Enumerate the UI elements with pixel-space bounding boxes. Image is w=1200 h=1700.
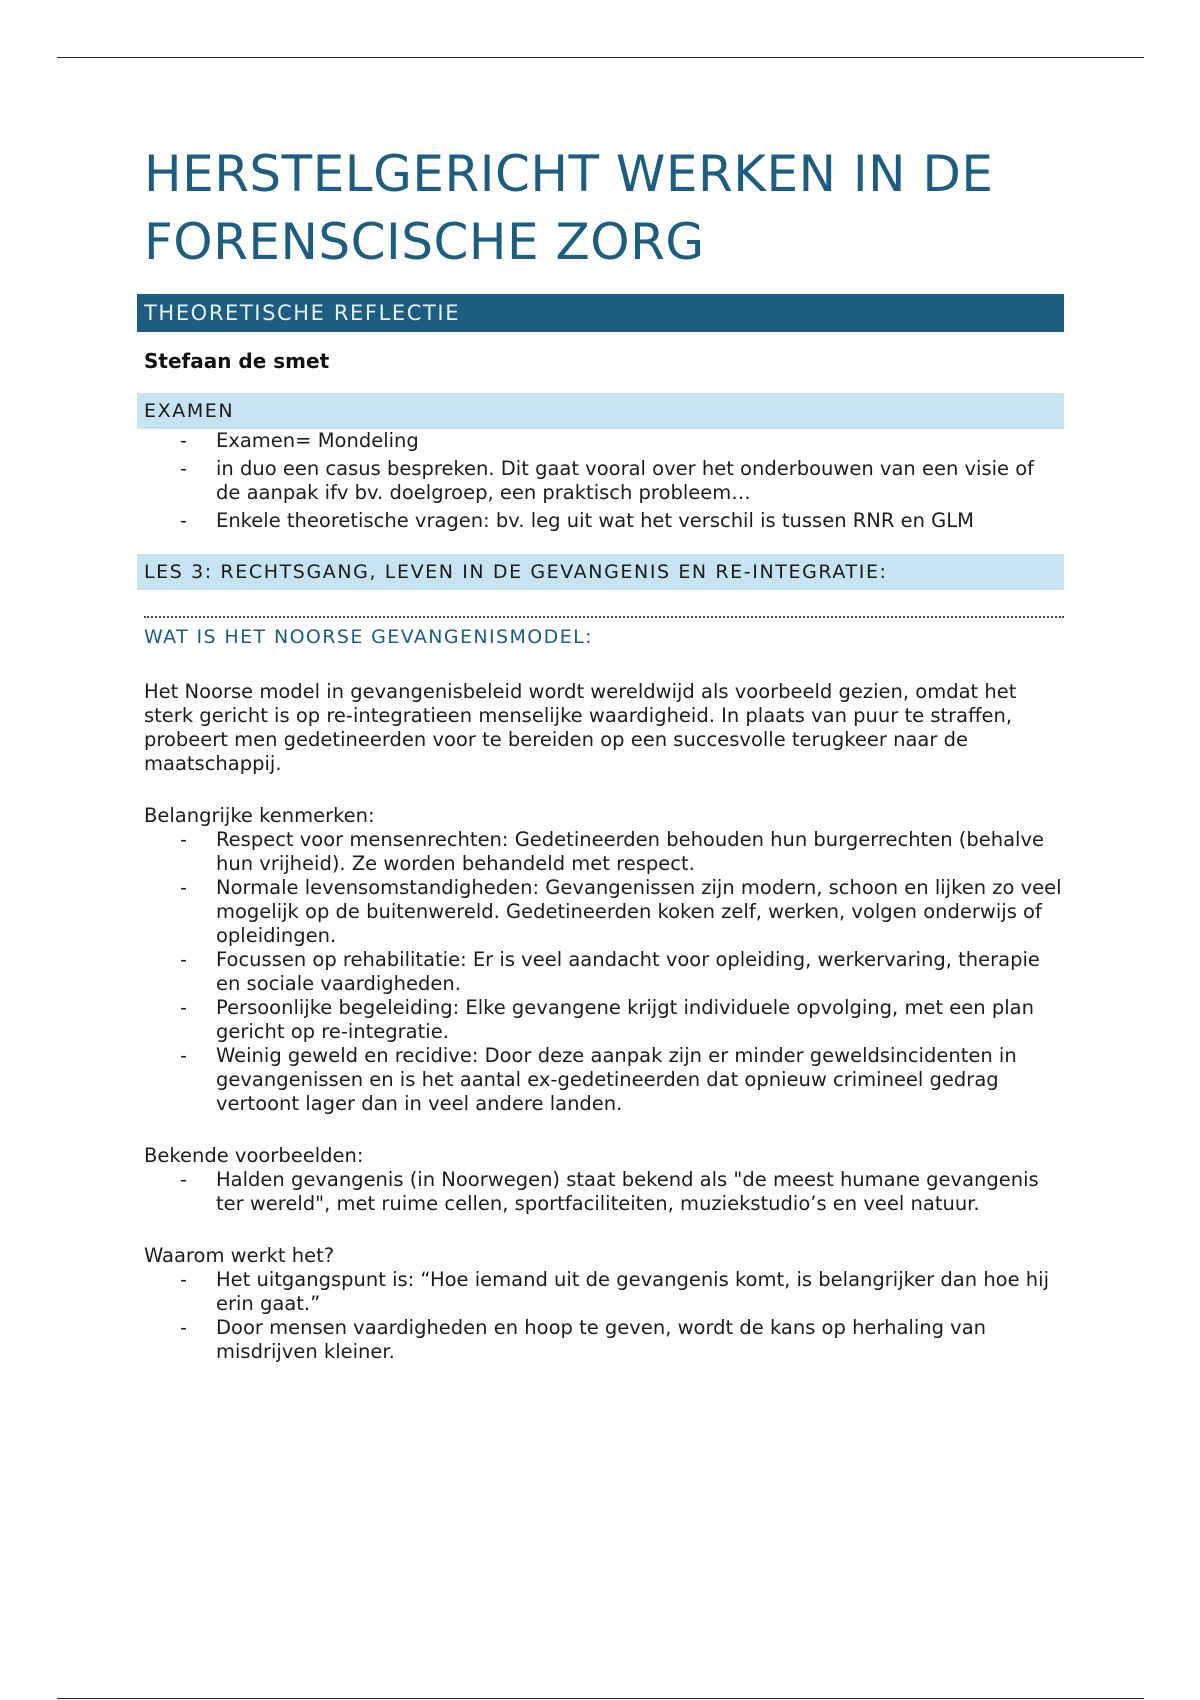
subtitle-banner: THEORETISCHE REFLECTIE [137, 294, 1064, 332]
list-item: - Halden gevangenis (in Noorwegen) staat bekend als "de meest humane gevangenis ter wereld", met ruime cellen, sportfaciliteiten, muziekstudio’s en veel natuur. [144, 1168, 1064, 1216]
title-line-1: HERSTELGERICHT WERKEN IN DE [144, 145, 994, 203]
list-item: - Normale levensomstandigheden: Gevangenissen zijn modern, schoon en lijken zo veel mogelijk op de buitenwereld. Gedetineerden koken zelf, werken, volgen onderwijs of opleidingen. [144, 876, 1064, 948]
examples-list [137, 1168, 1064, 1216]
why-label: Waarom werkt het? [144, 1244, 335, 1267]
list-item: - in duo een casus bespreken. Dit gaat vooral over het onderbouwen van een visie of de aanpak ifv bv. doelgroep, een praktisch probleem… [144, 457, 1064, 505]
footer-rule [57, 1698, 1144, 1699]
intro-paragraph: Het Noorse model in gevangenisbeleid wordt wereldwijd als voorbeeld gezien, omdat het sterk gericht is op re-integratieen menselijke waardigheid. In plaats van puur te straffen, probeert men gedetineerden voor te bereiden op een succesvolle terugkeer naar de maatschappij. [144, 680, 1017, 775]
title-line-2: FORENSCISCHE ZORG [144, 213, 705, 271]
exam-heading: EXAMEN [137, 393, 1064, 429]
noorse-model-heading: WAT IS HET NOORSE GEVANGENISMODEL: [144, 616, 1064, 650]
list-item: - Persoonlijke begeleiding: Elke gevangene krijgt individuele opvolging, met een plan gericht op re-integratie. [144, 996, 1064, 1044]
features-list [137, 828, 1064, 1116]
list-item: - Het uitgangspunt is: “Hoe iemand uit de gevangenis komt, is belangrijker dan hoe hij erin gaat.” [144, 1268, 1064, 1316]
list-item: - Focussen op rehabilitatie: Er is veel aandacht voor opleiding, werkervaring, therapie en sociale vaardigheden. [144, 948, 1064, 996]
list-item: - Enkele theoretische vragen: bv. leg uit wat het verschil is tussen RNR en GLM [144, 509, 1064, 533]
header-rule [57, 57, 1144, 58]
list-item: - Door mensen vaardigheden en hoop te geven, wordt de kans op herhaling van misdrijven kleiner. [144, 1316, 1064, 1364]
les3-heading: LES 3: RECHTSGANG, LEVEN IN DE GEVANGENIS EN RE-INTEGRATIE: [137, 554, 1064, 590]
features-label: Belangrijke kenmerken: [144, 804, 375, 827]
why-list [137, 1268, 1064, 1364]
exam-list [137, 429, 1064, 533]
list-item: - Examen= Mondeling [144, 429, 1064, 453]
examples-label: Bekende voorbeelden: [144, 1144, 364, 1167]
document-title [144, 140, 1064, 276]
list-item: - Weinig geweld en recidive: Door deze aanpak zijn er minder geweldsincidenten in gevangenissen en is het aantal ex-gedetineerden dat opnieuw crimineel gedrag vertoont lager dan in veel andere landen. [144, 1044, 1064, 1116]
list-item: - Respect voor mensenrechten: Gedetineerden behouden hun burgerrechten (behalve hun vrijheid). Ze worden behandeld met respect. [144, 828, 1064, 876]
page-content [137, 140, 1064, 1364]
author-name: Stefaan de smet [144, 349, 330, 373]
